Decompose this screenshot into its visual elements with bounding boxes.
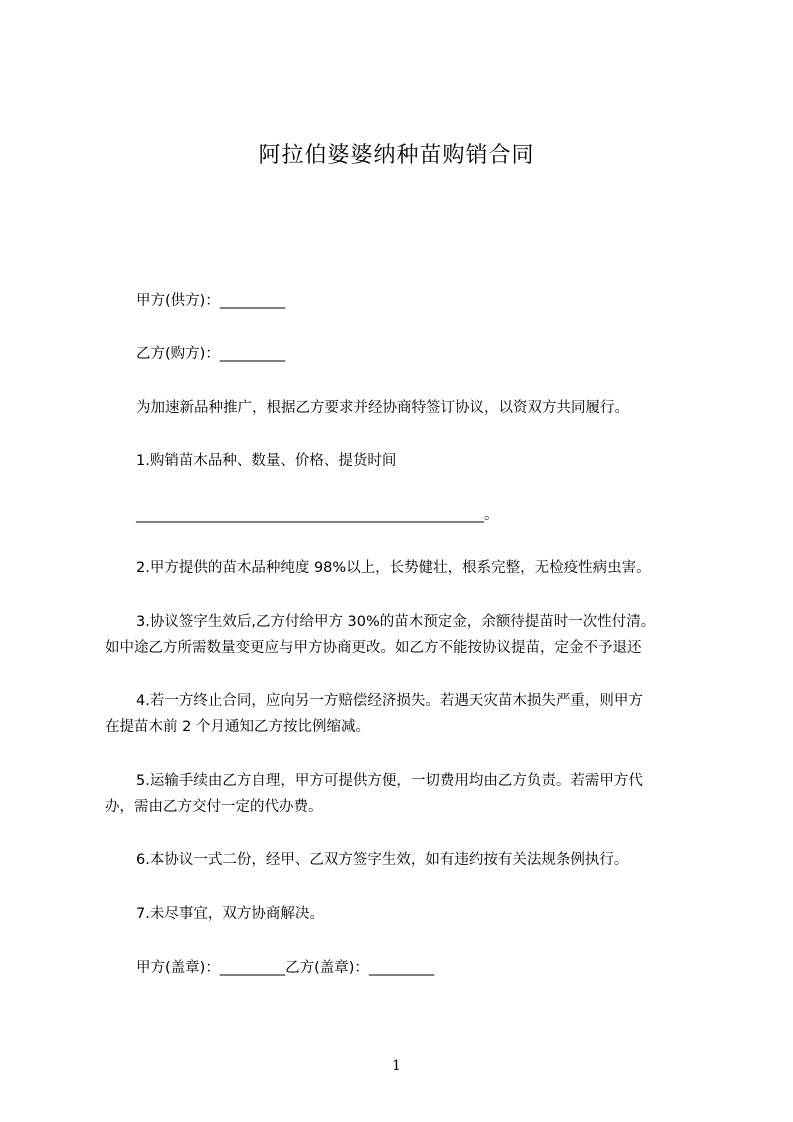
clause-5-line-2: 办，需由乙方交付一定的代办费。: [105, 799, 323, 815]
clause-1-heading: 1.购销苗木品种、数量、价格、提货时间: [136, 453, 397, 469]
clause-4-line-2: 在提苗木前 2 个月通知乙方按比例缩减。: [105, 719, 370, 735]
party-a-line: 甲方(供方)：_________: [136, 293, 286, 309]
clause-4-line-1: 4.若一方终止合同，应向另一方赔偿经济损失。若遇天灾苗木损失严重，则甲方: [136, 693, 643, 709]
party-b-line: 乙方(购方)：_________: [136, 346, 286, 362]
clause-3-line-2: 如中途乙方所需数量变更应与甲方协商更改。如乙方不能按协议提苗，定金不予退还: [105, 640, 642, 656]
clause-7: 7.未尽事宜，双方协商解决。: [136, 906, 324, 922]
clause-3-line-1: 3.协议签字生效后,乙方付给甲方 30%的苗木预定金，余额待提苗时一次性付清。: [136, 614, 656, 630]
signature-line: 甲方(盖章)：_________乙方(盖章)：_________: [136, 960, 435, 976]
clause-6: 6.本协议一式二份，经甲、乙双方签字生效，如有违约按有关法规条例执行。: [136, 852, 629, 868]
clause-2: 2.甲方提供的苗木品种纯度 98%以上，长势健壮，根系完整，无检疫性病虫害。: [136, 560, 651, 576]
clause-1-blank: ________________________________________________。: [136, 507, 499, 523]
intro-paragraph: 为加速新品种推广，根据乙方要求并经协商特签订协议，以资双方共同履行。: [136, 400, 629, 416]
clause-5-line-1: 5.运输手续由乙方自理，甲方可提供方便，一切费用均由乙方负责。若需甲方代: [136, 773, 643, 789]
document-title: 阿拉伯婆婆纳种苗购销合同: [258, 143, 535, 168]
page-number: 1: [392, 1058, 401, 1074]
